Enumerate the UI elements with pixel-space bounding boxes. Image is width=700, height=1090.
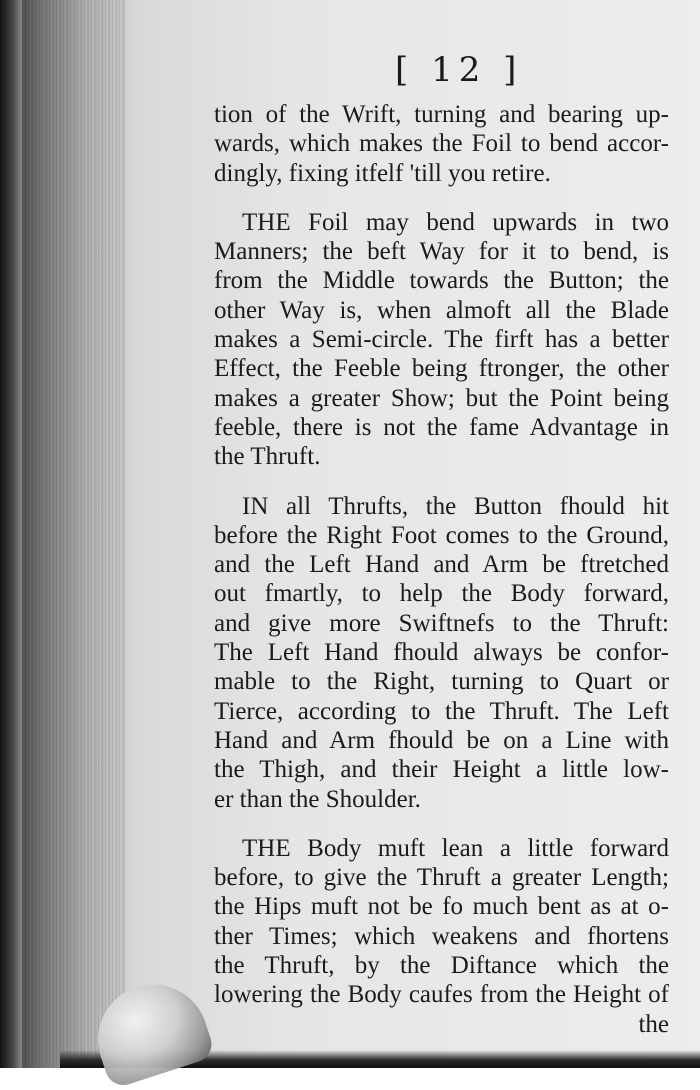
text-line: ther Times; which weakens and fhortens [214, 922, 669, 950]
text-line: lowering the Body caufes from the Height of [214, 981, 669, 1009]
paragraph-1 [214, 100, 669, 188]
text-line: Effect, the Feeble being ftronger, the other [214, 355, 669, 383]
text-line: IN all Thrufts, the Button fhould hit [242, 492, 669, 520]
text-line: the Thruft. [214, 443, 321, 471]
text-line: wards, which makes the Foil to bend accor- [214, 130, 669, 158]
text-line: makes a greater Show; but the Point being [214, 384, 669, 412]
text-line: and give more Swiftnefs to the Thruft: [214, 609, 669, 637]
text-line: THE Body muft lean a little forward [242, 834, 669, 862]
text-line: er than the Shoulder. [214, 785, 421, 813]
text-line: Hand and Arm fhould be on a Line with [214, 726, 669, 754]
text-line: the Thigh, and their Height a little low- [214, 756, 669, 784]
text-line: The Left Hand fhould always be confor- [214, 639, 669, 667]
text-line: other Way is, when almoft all the Blade [214, 296, 669, 324]
text-line: feeble, there is not the fame Advantage in [214, 413, 669, 441]
text-line: THE Foil may bend upwards in two [242, 208, 669, 236]
text-line: mable to the Right, turning to Quart or [214, 668, 669, 696]
text-line: before the Right Foot comes to the Ground, [214, 521, 669, 549]
paragraph-4 [214, 834, 669, 1010]
text-line: the Hips muft not be fo much bent as at o- [214, 893, 669, 921]
page-number: [ 12 ] [395, 50, 523, 90]
page-stack-edge [0, 0, 22, 1068]
paragraph-2 [214, 208, 669, 472]
text-line: tion of the Wrift, turning and bearing up- [214, 101, 669, 128]
text-line: from the Middle towards the Button; the [214, 267, 669, 295]
text-line: before, to give the Thruft a greater Length; [214, 864, 669, 892]
text-line: Tierce, according to the Thruft. The Left [214, 697, 669, 725]
text-line: Manners; the beft Way for it to bend, is [214, 238, 669, 266]
text-line: makes a Semi-circle. The firft has a better [214, 326, 669, 354]
paragraph-3 [214, 492, 669, 814]
text-line: dingly, fixing itfelf 'till you retire. [214, 159, 551, 187]
catchword: the [638, 1010, 669, 1038]
text-line: out fmartly, to help the Body forward, [214, 580, 669, 608]
body-text [214, 100, 669, 1039]
text-line: and the Left Hand and Arm be ftretched [214, 551, 669, 579]
text-line: the Thruft, by the Diftance which the [214, 952, 669, 980]
